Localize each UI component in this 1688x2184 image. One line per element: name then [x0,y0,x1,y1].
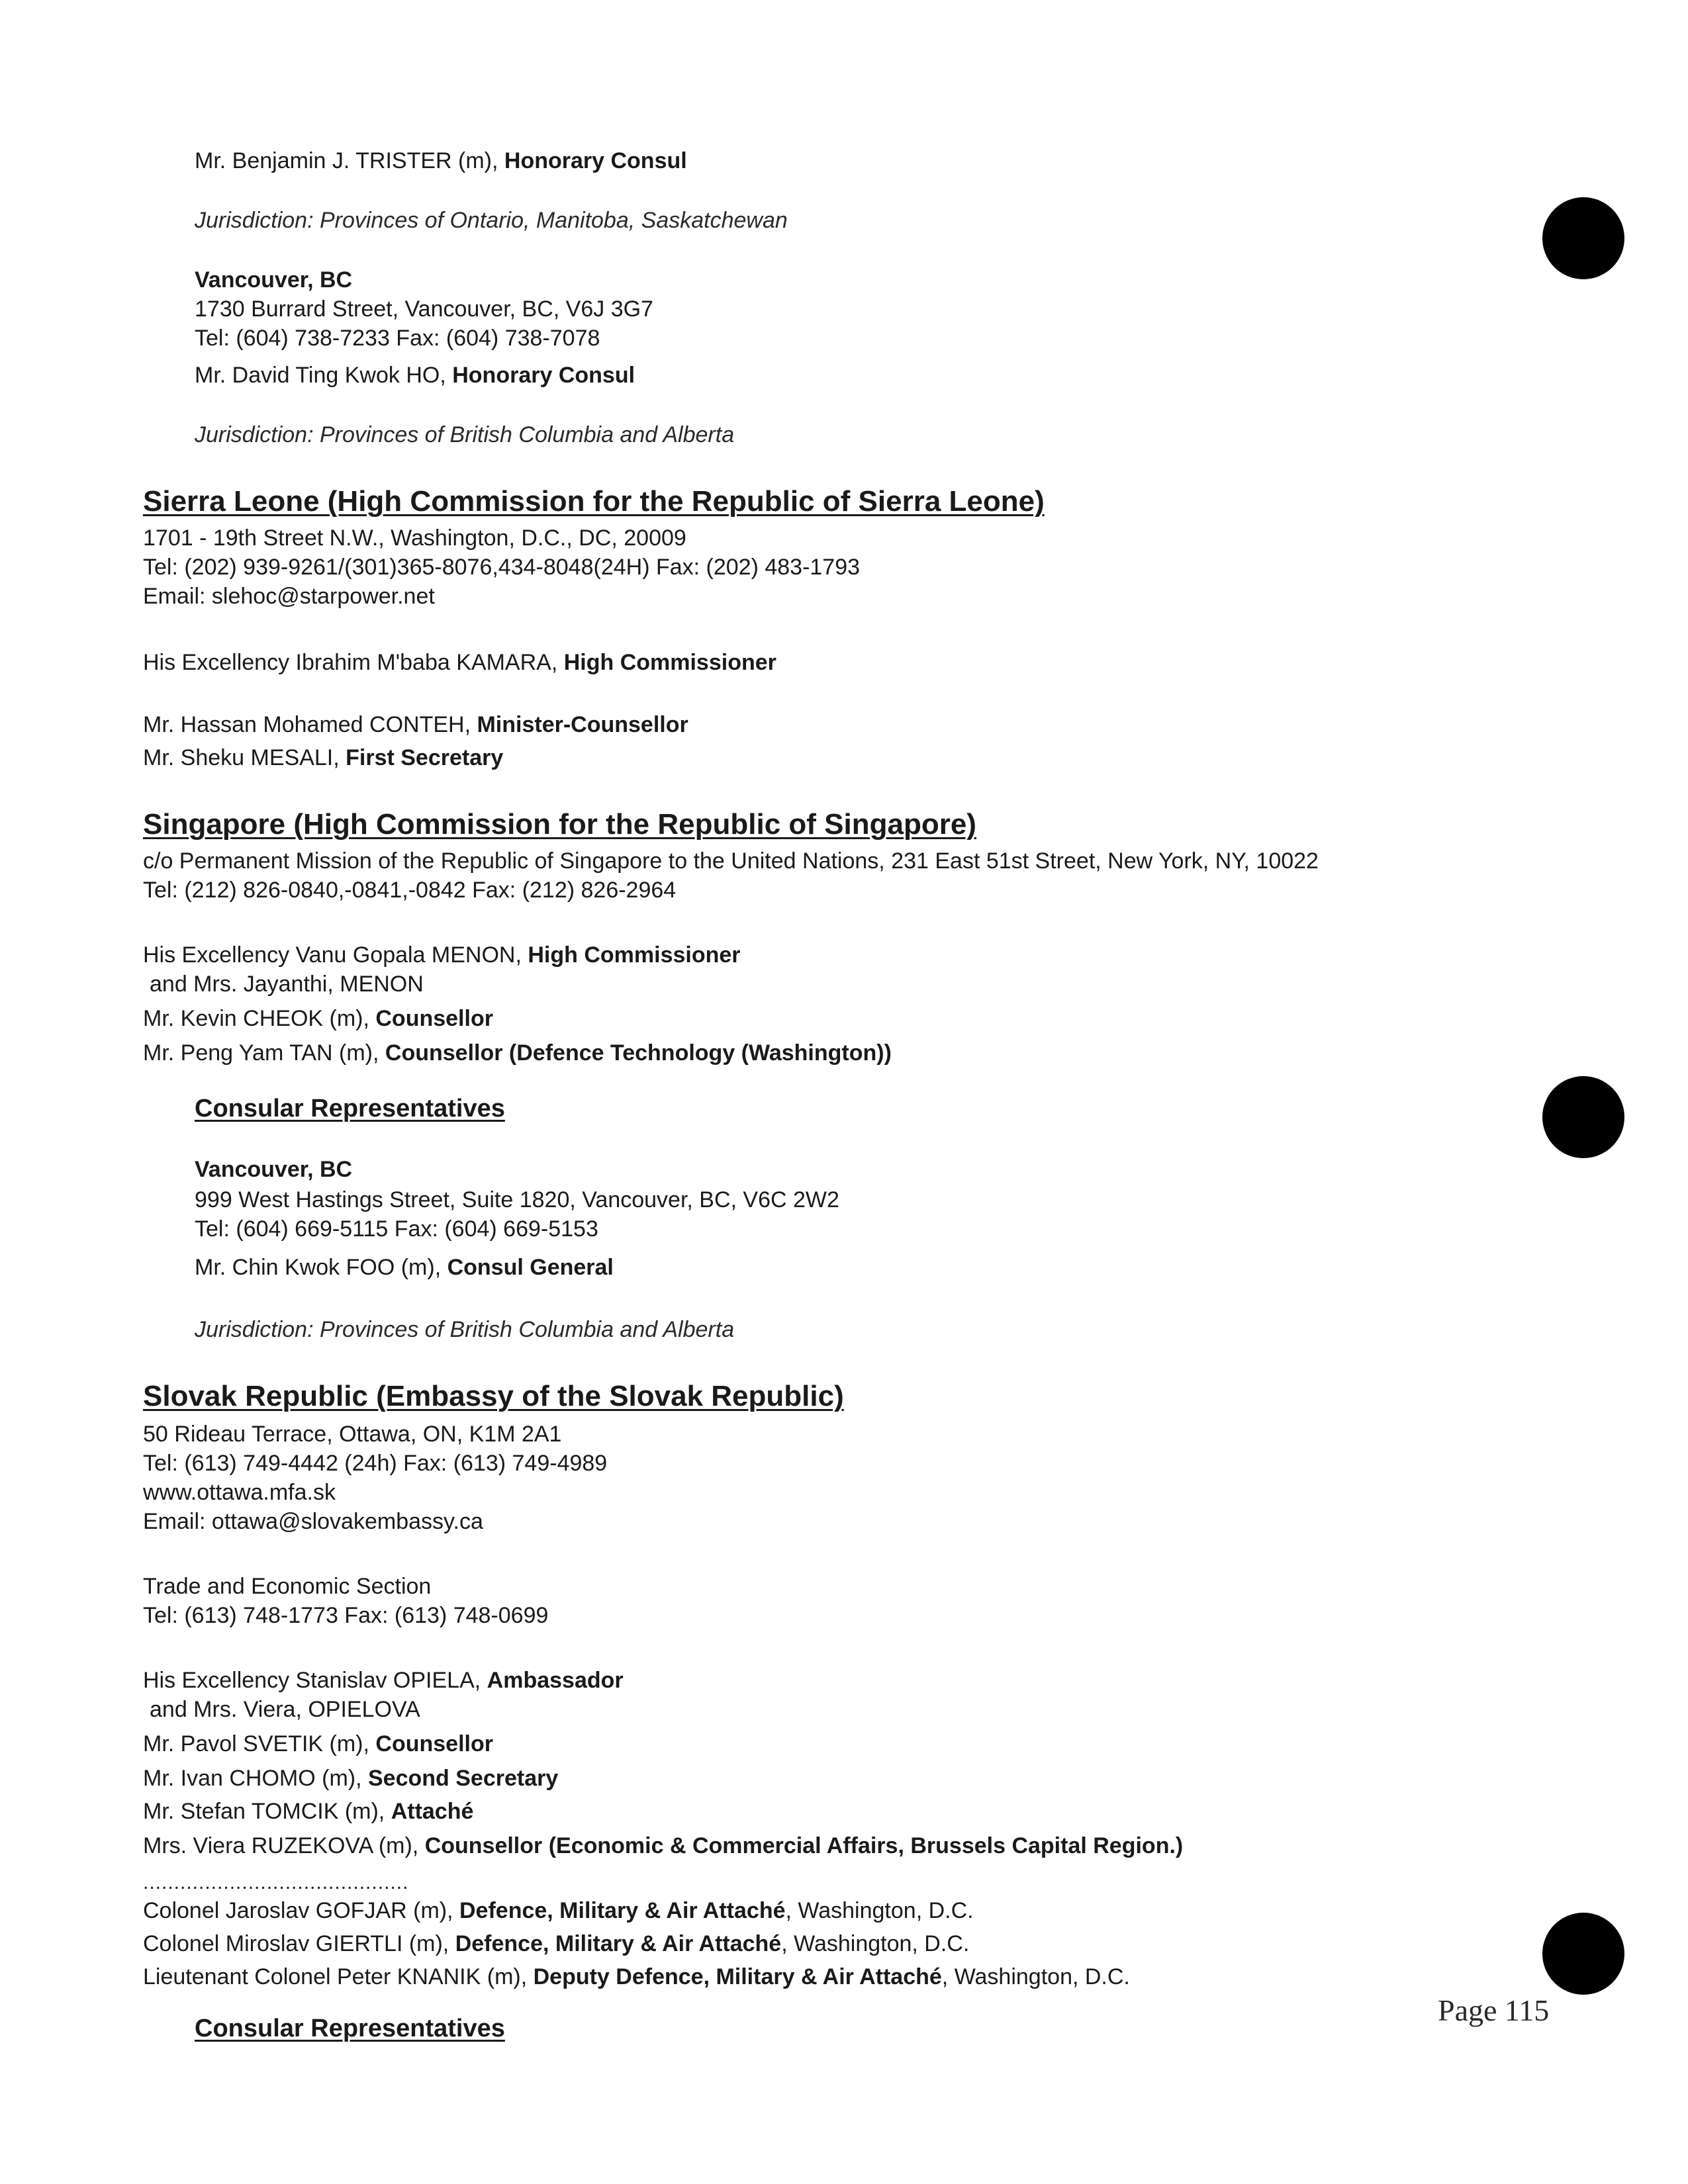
phone-line: Tel: (604) 738-7233 Fax: (604) 738-7078 [195,326,600,351]
person-entry: Mr. Chin Kwok FOO (m), Consul General [195,1255,614,1280]
jurisdiction-note: Jurisdiction: Provinces of British Columbia and Alberta [195,1317,735,1342]
person-entry: Mrs. Viera RUZEKOVA (m), Counsellor (Economic & Commercial Affairs, Brussels Capital Region.) [143,1833,1184,1858]
person-entry: Mr. Peng Yam TAN (m), Counsellor (Defence Technology (Washington)) [143,1040,892,1066]
phone-line: Tel: (604) 669-5115 Fax: (604) 669-5153 [195,1216,598,1242]
punch-hole-icon [1542,197,1624,279]
punch-hole-icon [1542,1076,1624,1158]
military-entry: Colonel Miroslav GIERTLI (m), Defence, Military & Air Attaché, Washington, D.C. [143,1931,970,1956]
website-link[interactable]: www.ottawa.mfa.sk [143,1480,336,1505]
person-entry: Mr. Stefan TOMCIK (m), Attaché [143,1799,474,1824]
person-entry: His Excellency Ibrahim M'baba KAMARA, High Commissioner [143,650,776,675]
punch-hole-icon [1542,1913,1624,1995]
address-line: 50 Rideau Terrace, Ottawa, ON, K1M 2A1 [143,1422,562,1447]
person-entry: Mr. Pavol SVETIK (m), Counsellor [143,1731,493,1756]
address-line: 1701 - 19th Street N.W., Washington, D.C., DC, 20009 [143,525,686,551]
email-line: Email: slehoc@starpower.net [143,584,435,609]
jurisdiction-note: Jurisdiction: Provinces of British Columbia and Alberta [195,422,735,447]
phone-line: Tel: (202) 939-9261/(301)365-8076,434-8048(24H) Fax: (202) 483-1793 [143,555,861,580]
person-entry: Mr. Kevin CHEOK (m), Counsellor [143,1006,493,1031]
address-line: 999 West Hastings Street, Suite 1820, Vancouver, BC, V6C 2W2 [195,1187,839,1212]
phone-line: Tel: (613) 749-4442 (24h) Fax: (613) 749-4989 [143,1451,608,1476]
military-entry: Lieutenant Colonel Peter KNANIK (m), Deputy Defence, Military & Air Attaché, Washington, D.C. [143,1964,1130,1989]
country-heading-slovak-republic: Slovak Republic (Embassy of the Slovak Republic) [143,1380,844,1412]
separator-dots: ........................................... [143,1872,409,1893]
person-entry: His Excellency Stanislav OPIELA, Ambassador [143,1668,624,1693]
person-entry: Mr. Hassan Mohamed CONTEH, Minister-Counsellor [143,712,688,737]
person-entry: Mr. David Ting Kwok HO, Honorary Consul [195,363,635,388]
person-entry: Mr. Benjamin J. TRISTER (m), Honorary Consul [195,148,687,173]
city-label: Vancouver, BC [195,267,353,293]
person-entry: Mr. Sheku MESALI, First Secretary [143,745,504,770]
jurisdiction-note: Jurisdiction: Provinces of Ontario, Manitoba, Saskatchewan [195,208,788,233]
email-line: Email: ottawa@slovakembassy.ca [143,1509,483,1534]
military-entry: Colonel Jaroslav GOFJAR (m), Defence, Military & Air Attaché, Washington, D.C. [143,1898,974,1923]
country-heading-singapore: Singapore (High Commission for the Republic of Singapore) [143,808,976,841]
page-number: Page 115 [1438,1993,1550,2027]
person-entry: His Excellency Vanu Gopala MENON, High Commissioner [143,942,741,968]
consular-heading: Consular Representatives [195,2015,505,2042]
country-heading-sierra-leone: Sierra Leone (High Commission for the Republic of Sierra Leone) [143,485,1045,518]
spouse-entry: and Mrs. Jayanthi, MENON [150,972,424,997]
city-label: Vancouver, BC [195,1157,353,1182]
address-line: c/o Permanent Mission of the Republic of Singapore to the United Nations, 231 East 51st Street, New York, NY, 10022 [143,848,1319,874]
phone-line: Tel: (613) 748-1773 Fax: (613) 748-0699 [143,1603,549,1628]
address-line: 1730 Burrard Street, Vancouver, BC, V6J 3G7 [195,296,653,322]
spouse-entry: and Mrs. Viera, OPIELOVA [150,1697,420,1722]
consular-heading: Consular Representatives [195,1095,505,1122]
phone-line: Tel: (212) 826-0840,-0841,-0842 Fax: (212) 826-2964 [143,878,677,903]
section-label: Trade and Economic Section [143,1574,432,1599]
person-entry: Mr. Ivan CHOMO (m), Second Secretary [143,1766,559,1791]
